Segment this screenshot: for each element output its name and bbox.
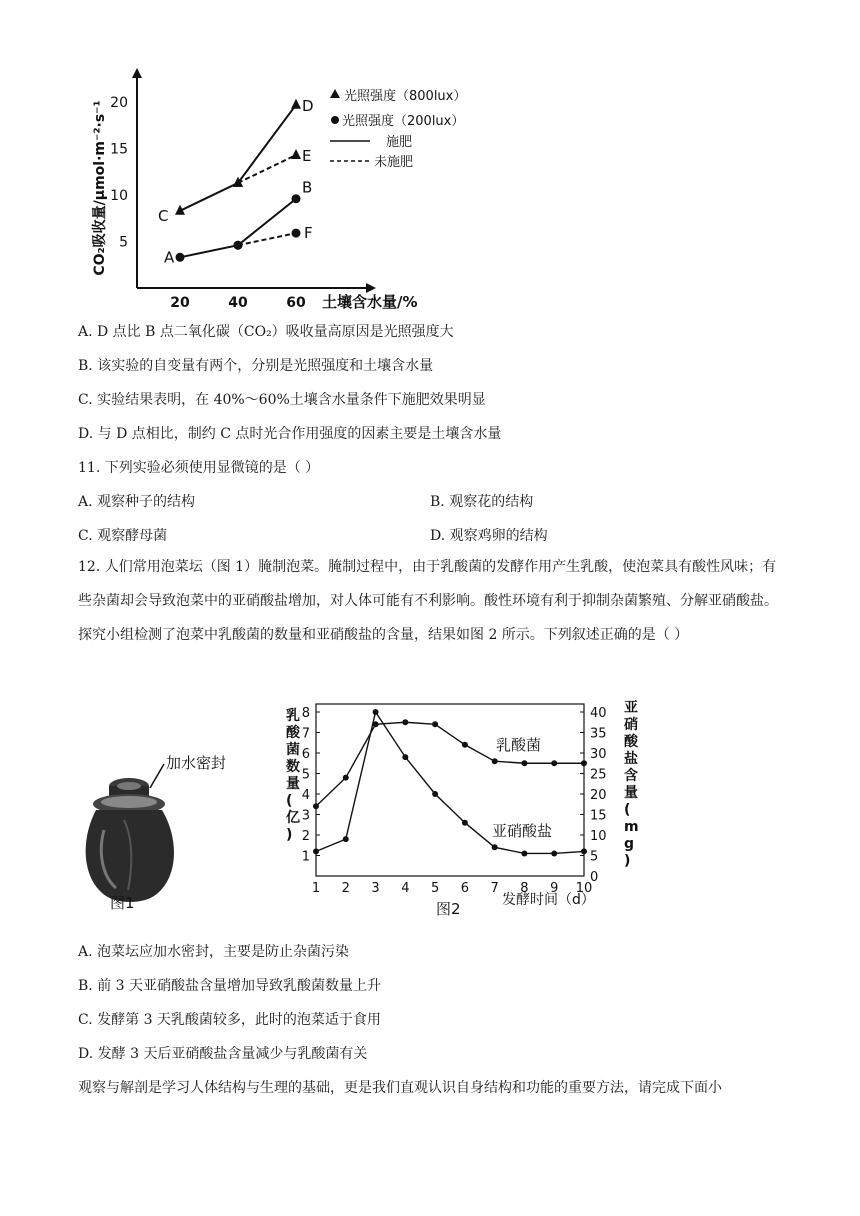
data-point: [521, 850, 527, 856]
y-tick-label: 20: [110, 95, 128, 111]
left-tick-label: 6: [301, 747, 310, 762]
circle-marker: [292, 229, 301, 238]
triangle-marker: [291, 99, 301, 109]
fermentation-chart-left-label: 乳酸菌数量(亿): [286, 708, 300, 843]
q12-option-c: C. 发酵第 3 天乳酸菌较多，此时的泡菜适于食用: [78, 1012, 381, 1028]
section-intro: 观察与解剖是学习人体结构与生理的基础，更是我们直观认识自身结构和功能的重要方法，请完成下面小: [78, 1080, 722, 1096]
q12-option-d: D. 发酵 3 天后亚硝酸盐含量减少与乳酸菌有关: [78, 1046, 368, 1062]
x-tick-label: 10: [575, 881, 593, 896]
y-tick-label: 5: [119, 234, 128, 251]
circle-marker: [176, 253, 185, 262]
point-label: F: [304, 224, 313, 243]
left-tick-label: 5: [301, 767, 310, 783]
data-point: [343, 836, 349, 842]
right-tick-label: 20: [590, 788, 607, 803]
fermentation-chart-caption: 图2: [436, 900, 461, 918]
jar-label: 加水密封: [166, 754, 227, 772]
fermentation-chart-frame: [316, 704, 584, 876]
q11-option-c: C. 观察酵母菌: [78, 528, 168, 544]
co2-chart-x-arrow: [366, 283, 376, 293]
x-tick-label: 5: [430, 881, 440, 896]
circle-marker: [292, 194, 301, 203]
data-point: [373, 721, 379, 727]
co2-chart-legend: [330, 88, 466, 170]
right-tick-label: 30: [590, 747, 607, 762]
jar-pointer: [150, 764, 164, 788]
data-point: [581, 848, 587, 854]
series-line: [180, 105, 296, 211]
right-tick-label: 0: [590, 870, 599, 885]
series-label-nitrite: 亚硝酸盐: [492, 822, 553, 840]
x-tick-label: 2: [341, 881, 350, 896]
data-point: [492, 758, 498, 764]
fermentation-chart: [276, 690, 652, 922]
triangle-marker: [291, 149, 301, 159]
data-point: [492, 844, 498, 850]
x-tick-label: 3: [371, 881, 380, 896]
x-tick-label: 40: [228, 295, 248, 311]
data-point: [402, 754, 408, 760]
q12-option-b: B. 前 3 天亚硝酸盐含量增加导致乳酸菌数量上升: [78, 978, 381, 994]
left-tick-label: 4: [301, 788, 310, 803]
q11-option-a: A. 观察种子的结构: [78, 494, 196, 510]
data-point: [313, 803, 319, 809]
data-point: [462, 820, 468, 826]
co2-chart-ylabel: CO₂吸收量/μmol·m⁻²·s⁻¹: [92, 100, 108, 276]
right-tick-label: 40: [590, 706, 607, 721]
data-point: [313, 848, 319, 854]
jar-lid-knob: [117, 782, 141, 790]
co2-chart-xlabel: 土壤含水量/%: [322, 293, 418, 311]
right-tick-label: 35: [590, 726, 607, 742]
q12-option-a: A. 泡菜坛应加水密封，主要是防止杂菌污染: [78, 944, 350, 960]
left-tick-label: 8: [301, 706, 310, 721]
series-label-lactobacillus: 乳酸菌: [496, 736, 542, 754]
series-line: [238, 155, 296, 183]
q10-option-b: B. 该实验的自变量有两个，分别是光照强度和土壤含水量: [78, 358, 434, 374]
data-point: [551, 760, 557, 766]
left-tick-label: 3: [301, 808, 310, 824]
x-tick-label: 6: [460, 881, 470, 896]
q11-option-b: B. 观察花的结构: [430, 494, 534, 510]
right-tick-label: 25: [590, 767, 607, 783]
legend-fertilized: 施肥: [386, 135, 413, 150]
left-tick-label: 1: [301, 849, 310, 865]
data-point: [581, 760, 587, 766]
data-point: [402, 719, 408, 725]
data-point: [521, 760, 527, 766]
data-point: [551, 850, 557, 856]
data-point: [432, 721, 438, 727]
x-tick-label: 20: [170, 295, 190, 311]
legend-triangle-icon: [330, 89, 340, 98]
fermentation-chart-xlabel: 发酵时间（d）: [502, 892, 595, 908]
legend-200lux: 光照强度（200lux）: [342, 114, 465, 129]
y-tick-label: 10: [110, 188, 128, 204]
point-label: E: [302, 147, 312, 166]
data-point: [432, 791, 438, 797]
left-tick-label: 2: [301, 829, 310, 844]
jar-body: [86, 810, 174, 902]
right-tick-label: 5: [590, 849, 599, 865]
jar-caption: 图1: [110, 894, 135, 912]
y-tick-label: 15: [110, 141, 128, 158]
legend-circle-icon: [331, 116, 339, 124]
point-label: B: [302, 178, 313, 197]
right-tick-label: 10: [590, 829, 607, 844]
circle-marker: [234, 241, 243, 250]
x-tick-label: 60: [286, 295, 306, 311]
x-tick-label: 4: [401, 881, 410, 896]
q10-option-c: C. 实验结果表明，在 40%～60%土壤含水量条件下施肥效果明显: [78, 392, 486, 408]
point-label: D: [302, 96, 314, 115]
right-tick-label: 15: [590, 808, 607, 824]
x-tick-label: 8: [520, 881, 529, 896]
pickle-jar-figure: [84, 740, 284, 920]
co2-chart: [80, 66, 500, 312]
q10-option-a: A. D 点比 B 点二氧化碳（CO₂）吸收量高原因是光照强度大: [78, 324, 454, 340]
left-tick-label: 7: [301, 726, 310, 742]
x-tick-label: 7: [490, 881, 499, 896]
data-point: [343, 775, 349, 781]
point-label: C: [158, 206, 169, 225]
data-point: [373, 709, 379, 715]
q10-option-d: D. 与 D 点相比，制约 C 点时光合作用强度的因素主要是土壤含水量: [78, 426, 502, 442]
data-point: [462, 742, 468, 748]
legend-unfertilized: 未施肥: [374, 155, 414, 170]
q12-stem: 12. 人们常用泡菜坛（图 1）腌制泡菜。腌制过程中，由于乳酸菌的发酵作用产生乳酸，使泡菜具有酸性风味；有些杂菌却会导致泡菜中的亚硝酸盐增加，对人体可能有不利影响。酸性环境有利于抑制杂菌繁殖、分解亚硝酸盐。探究小组检测了泡菜中乳酸菌的数量和亚硝酸盐的含量，结果如图 2 所示。下列叙述正确的是（ ）: [78, 559, 778, 643]
fermentation-chart-right-label: 亚硝酸盐含量( m g ): [624, 700, 639, 869]
x-tick-label: 9: [550, 881, 559, 896]
q11-stem: 11. 下列实验必须使用显微镜的是（ ）: [78, 460, 320, 476]
point-label: A: [164, 248, 175, 267]
q11-option-d: D. 观察鸡卵的结构: [430, 528, 548, 544]
x-tick-label: 1: [311, 881, 321, 896]
legend-800lux: 光照强度（800lux）: [344, 89, 467, 104]
co2-chart-y-arrow: [132, 68, 142, 78]
